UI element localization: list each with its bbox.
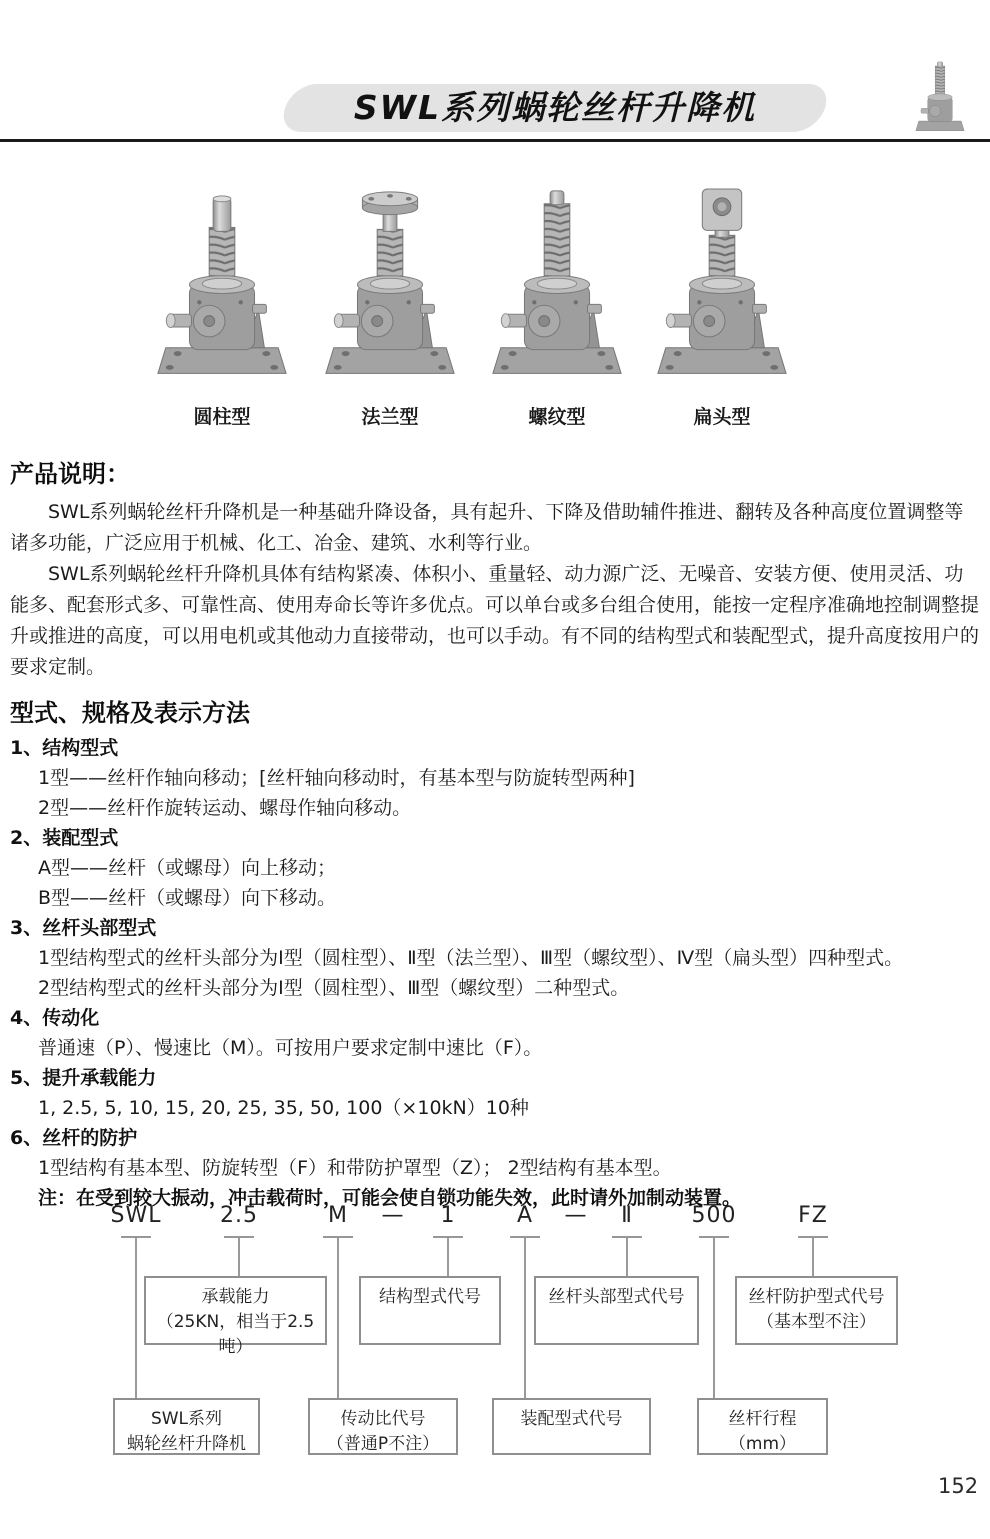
diagram-box-screw-travel <box>697 1398 828 1455</box>
spec-item-4-line-1: 普通速（P）、慢速比（M）。可按用户要求定制中速比（F）。 <box>38 1037 543 1059</box>
screw-jack-icon <box>912 60 968 140</box>
box-line: （mm） <box>728 1434 797 1454</box>
diagram-box-protection-code <box>735 1276 898 1345</box>
spec-item-6-title: 6、丝杆的防护 <box>10 1127 138 1149</box>
connector-line <box>812 1238 814 1276</box>
box-line: 蜗轮丝杆升降机 <box>127 1434 246 1454</box>
spec-item-2-title: 2、装配型式 <box>10 827 119 849</box>
code-head-type: Ⅱ <box>621 1203 633 1228</box>
spec-item-1-title: 1、结构型式 <box>10 737 119 759</box>
code-travel: 500 <box>691 1203 737 1228</box>
code-series: SWL <box>110 1203 162 1228</box>
box-line: 结构型式代号 <box>379 1287 481 1307</box>
screw-jack-threaded-image <box>482 186 632 398</box>
box-line: 丝杆头部型式代号 <box>548 1287 685 1307</box>
connector-line <box>238 1238 240 1276</box>
connector-line <box>135 1238 137 1398</box>
page-title: SWL系列蜗轮丝杆升降机 <box>353 88 757 127</box>
spec-item-3 <box>10 913 980 1003</box>
spec-item-2-line-1: A型——丝杆（或螺母）向上移动； <box>38 857 336 879</box>
box-line: （25KN，相当于2.5吨） <box>156 1312 315 1357</box>
figure-cylindrical <box>142 186 302 429</box>
box-line: SWL系列 <box>150 1409 223 1429</box>
spec-item-2 <box>10 823 980 913</box>
figure-threaded <box>477 186 637 429</box>
spec-item-3-title: 3、丝杆头部型式 <box>10 917 157 939</box>
figure-flathead <box>642 186 802 429</box>
title-banner <box>285 84 825 132</box>
spec-item-6-line-1: 1型结构有基本型、防旋转型（F）和带防护罩型（Z）； 2型结构有基本型。 <box>38 1157 672 1179</box>
box-line: （基本型不注） <box>757 1312 876 1332</box>
connector-line <box>713 1238 715 1398</box>
diagram-box-structure-code <box>359 1276 501 1345</box>
box-line: 传动比代号 <box>340 1409 426 1429</box>
code-capacity: 2.5 <box>220 1203 258 1228</box>
connector-line <box>626 1238 628 1276</box>
spec-item-2-line-2: B型——丝杆（或螺母）向下移动。 <box>38 887 337 909</box>
connector-line <box>337 1238 339 1398</box>
box-line: 承载能力 <box>201 1287 270 1307</box>
figure-label-flange: 法兰型 <box>361 406 419 428</box>
diagram-box-assembly-code <box>492 1398 651 1455</box>
spec-item-1 <box>10 733 980 823</box>
figure-label-threaded: 螺纹型 <box>528 406 586 428</box>
spec-item-4-title: 4、传动化 <box>10 1007 100 1029</box>
box-line: 丝杆行程 <box>728 1409 797 1429</box>
screw-jack-cylindrical-image <box>147 186 297 398</box>
figure-label-cylindrical: 圆柱型 <box>193 406 251 428</box>
screw-jack-flange-image <box>315 186 465 398</box>
diagram-box-head-type-code <box>534 1276 699 1345</box>
model-designation-diagram <box>0 1195 990 1495</box>
spec-item-5 <box>10 1063 980 1123</box>
spec-note: 注：在受到较大振动，冲击载荷时，可能会使自锁功能失效，此时请外加制动装置。 <box>38 1187 742 1209</box>
box-line: （普通P不注） <box>326 1434 440 1454</box>
code-protection: FZ <box>798 1203 828 1228</box>
code-structure: 1 <box>440 1203 456 1228</box>
figure-label-flathead: 扁头型 <box>693 406 751 428</box>
spec-item-3-line-2: 2型结构型式的丝杆头部分为Ⅰ型（圆柱型）、Ⅲ型（螺纹型）二种型式。 <box>38 977 630 999</box>
code-assembly: A <box>516 1203 534 1228</box>
spec-item-1-line-1: 1型——丝杆作轴向移动；[丝杆轴向移动时，有基本型与防旋转型两种] <box>38 767 635 789</box>
page-number: 152 <box>938 1474 979 1498</box>
spec-item-3-line-1: 1型结构型式的丝杆头部分为Ⅰ型（圆柱型）、Ⅱ型（法兰型）、Ⅲ型（螺纹型）、Ⅳ型（扁头型）四种型式。 <box>38 947 904 969</box>
screw-jack-flathead-image <box>647 186 797 398</box>
diagram-box-load-capacity <box>144 1276 327 1357</box>
connector-line <box>524 1238 526 1398</box>
description-paragraph-2: SWL系列蜗轮丝杆升降机具体有结构紧凑、体积小、重量轻、动力源广泛、无噪音、安装方便、使用灵活、功能多、配套形式多、可靠性高、使用寿命长等许多优点。可以单台或多台组合使用，能按一定程序准确地控制调整提升或推进的高度，可以用电机或其他动力直接带动，也可以手动。有不同的结构型式和装配型式，提升高度按用户的要求定制。 <box>10 563 980 678</box>
spec-item-5-title: 5、提升承载能力 <box>10 1067 157 1089</box>
figure-flange <box>310 186 470 429</box>
body-text <box>10 459 980 1213</box>
header-divider <box>0 139 990 142</box>
box-line: 丝杆防护型式代号 <box>748 1287 885 1307</box>
description-paragraph-1: SWL系列蜗轮丝杆升降机是一种基础升降设备，具有起升、下降及借助辅件推进、翻转及各种高度位置调整等诸多功能，广泛应用于机械、化工、冶金、建筑、水利等行业。 <box>10 501 964 554</box>
box-line: 装配型式代号 <box>520 1409 623 1429</box>
spec-heading: 型式、规格及表示方法 <box>10 699 250 727</box>
code-ratio: M <box>328 1203 348 1228</box>
spec-item-1-line-2: 2型——丝杆作旋转运动、螺母作轴向移动。 <box>38 797 412 819</box>
diagram-box-series <box>113 1398 260 1455</box>
code-dash-2: — <box>564 1203 588 1228</box>
code-dash-1: — <box>381 1203 405 1228</box>
spec-item-5-line-1: 1, 2.5, 5, 10, 15, 20, 25, 35, 50, 100（×10kN）10种 <box>38 1097 529 1119</box>
spec-item-4 <box>10 1003 980 1063</box>
description-heading: 产品说明： <box>10 460 130 488</box>
connector-line <box>447 1238 449 1276</box>
diagram-box-ratio-code <box>308 1398 458 1455</box>
